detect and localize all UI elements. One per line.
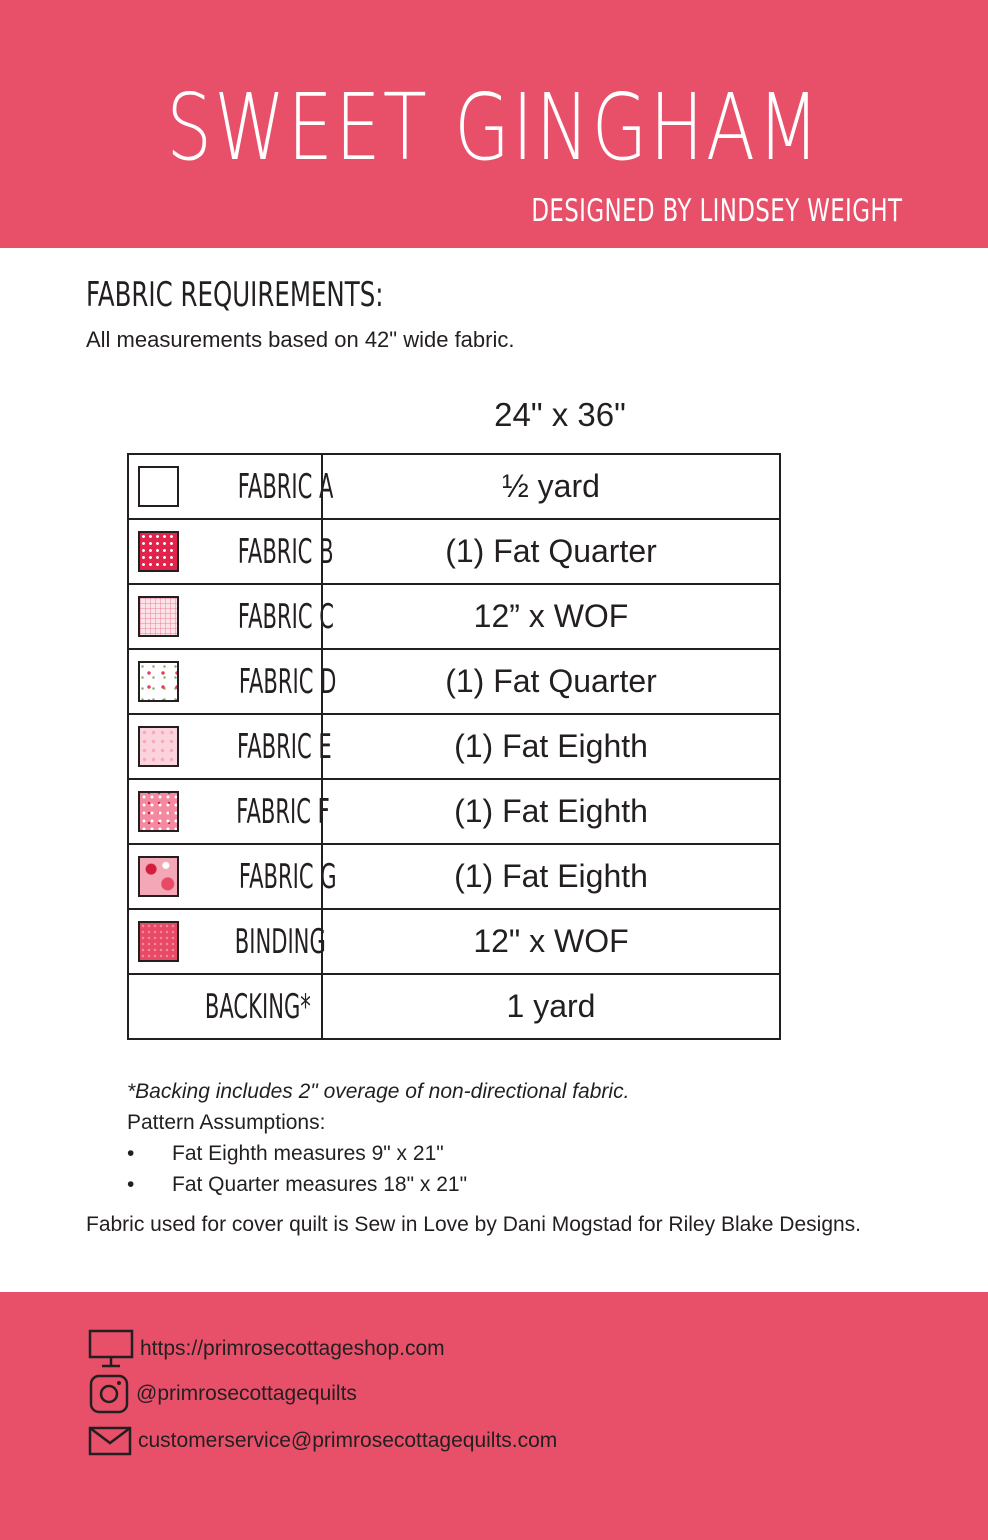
table-row <box>128 714 780 779</box>
fabric-swatch <box>138 856 179 897</box>
fabric-label: BACKING* <box>205 986 311 1027</box>
fabric-cell <box>128 584 334 649</box>
fabric-cell <box>128 974 322 1039</box>
fabric-cell <box>128 844 337 909</box>
fabric-amount: (1) Fat Eighth <box>322 779 780 844</box>
assumptions-heading: Pattern Assumptions: <box>127 1111 326 1134</box>
fabric-amount: ½ yard <box>322 454 780 519</box>
fabric-swatch <box>138 531 179 572</box>
website-text: https://primrosecottageshop.com <box>140 1337 445 1360</box>
table-row <box>128 779 780 844</box>
fabric-amount: (1) Fat Quarter <box>322 649 780 714</box>
fabric-requirements-table <box>127 453 781 1040</box>
fabric-swatch <box>138 791 179 832</box>
envelope-icon <box>88 1425 132 1457</box>
instagram-link[interactable] <box>88 1373 357 1415</box>
fabric-swatch <box>138 596 179 637</box>
email-text: customerservice@primrosecottagequilts.com <box>138 1429 558 1452</box>
fabric-label: BINDING <box>234 921 326 962</box>
table-row <box>128 974 780 1039</box>
table-row <box>128 584 780 649</box>
fabric-cell <box>128 714 332 779</box>
table-row <box>128 454 780 519</box>
fabric-label: FABRIC D <box>238 661 337 702</box>
fabric-label: FABRIC C <box>237 596 334 637</box>
fabric-credit: Fabric used for cover quilt is Sew in Love by Dani Mogstad for Riley Blake Designs. <box>86 1213 862 1236</box>
fabric-cell <box>128 649 337 714</box>
backing-note: *Backing includes 2" overage of non-directional fabric. <box>127 1080 630 1103</box>
fabric-label: FABRIC B <box>237 531 334 572</box>
table-row <box>128 649 780 714</box>
fabric-amount: 12" x WOF <box>322 909 780 974</box>
fabric-cell <box>128 454 334 519</box>
header-banner <box>0 0 988 248</box>
email-link[interactable] <box>88 1425 557 1457</box>
fabric-swatch <box>138 726 179 767</box>
fabric-amount: (1) Fat Eighth <box>322 844 780 909</box>
fabric-swatch <box>138 466 179 507</box>
designer-credit: DESIGNED BY LINDSEY WEIGHT <box>531 193 902 229</box>
table-row <box>128 909 780 974</box>
list-item: • Fat Eighth measures 9" x 21" <box>127 1138 629 1169</box>
fabric-swatch <box>138 661 179 702</box>
requirements-heading: FABRIC REQUIREMENTS: <box>86 275 384 315</box>
instagram-icon <box>88 1373 130 1415</box>
requirements-note: All measurements based on 42" wide fabric. <box>86 327 515 352</box>
table-row <box>128 844 780 909</box>
footer-banner <box>0 1292 988 1540</box>
fabric-cell <box>128 779 330 844</box>
fabric-amount: 12” x WOF <box>322 584 780 649</box>
quilt-size-heading: 24" x 36" <box>494 396 626 433</box>
fabric-swatch <box>138 921 179 962</box>
table-row <box>128 519 780 584</box>
list-item: • Fat Quarter measures 18" x 21" <box>127 1169 629 1200</box>
fabric-label: FABRIC A <box>237 466 334 507</box>
website-link[interactable] <box>88 1329 445 1369</box>
fabric-amount: 1 yard <box>322 974 780 1039</box>
fabric-cell <box>128 519 334 584</box>
fabric-label: FABRIC F <box>236 791 330 832</box>
fabric-label: FABRIC E <box>237 726 332 767</box>
pattern-notes <box>127 1076 629 1200</box>
fabric-amount: (1) Fat Quarter <box>322 519 780 584</box>
fabric-amount: (1) Fat Eighth <box>322 714 780 779</box>
monitor-icon <box>88 1329 134 1369</box>
fabric-label: FABRIC G <box>238 856 337 897</box>
pattern-title: SWEET GINGHAM <box>166 74 822 181</box>
fabric-cell <box>128 909 326 974</box>
assumptions-list <box>127 1138 629 1200</box>
instagram-text: @primrosecottagequilts <box>136 1382 357 1405</box>
